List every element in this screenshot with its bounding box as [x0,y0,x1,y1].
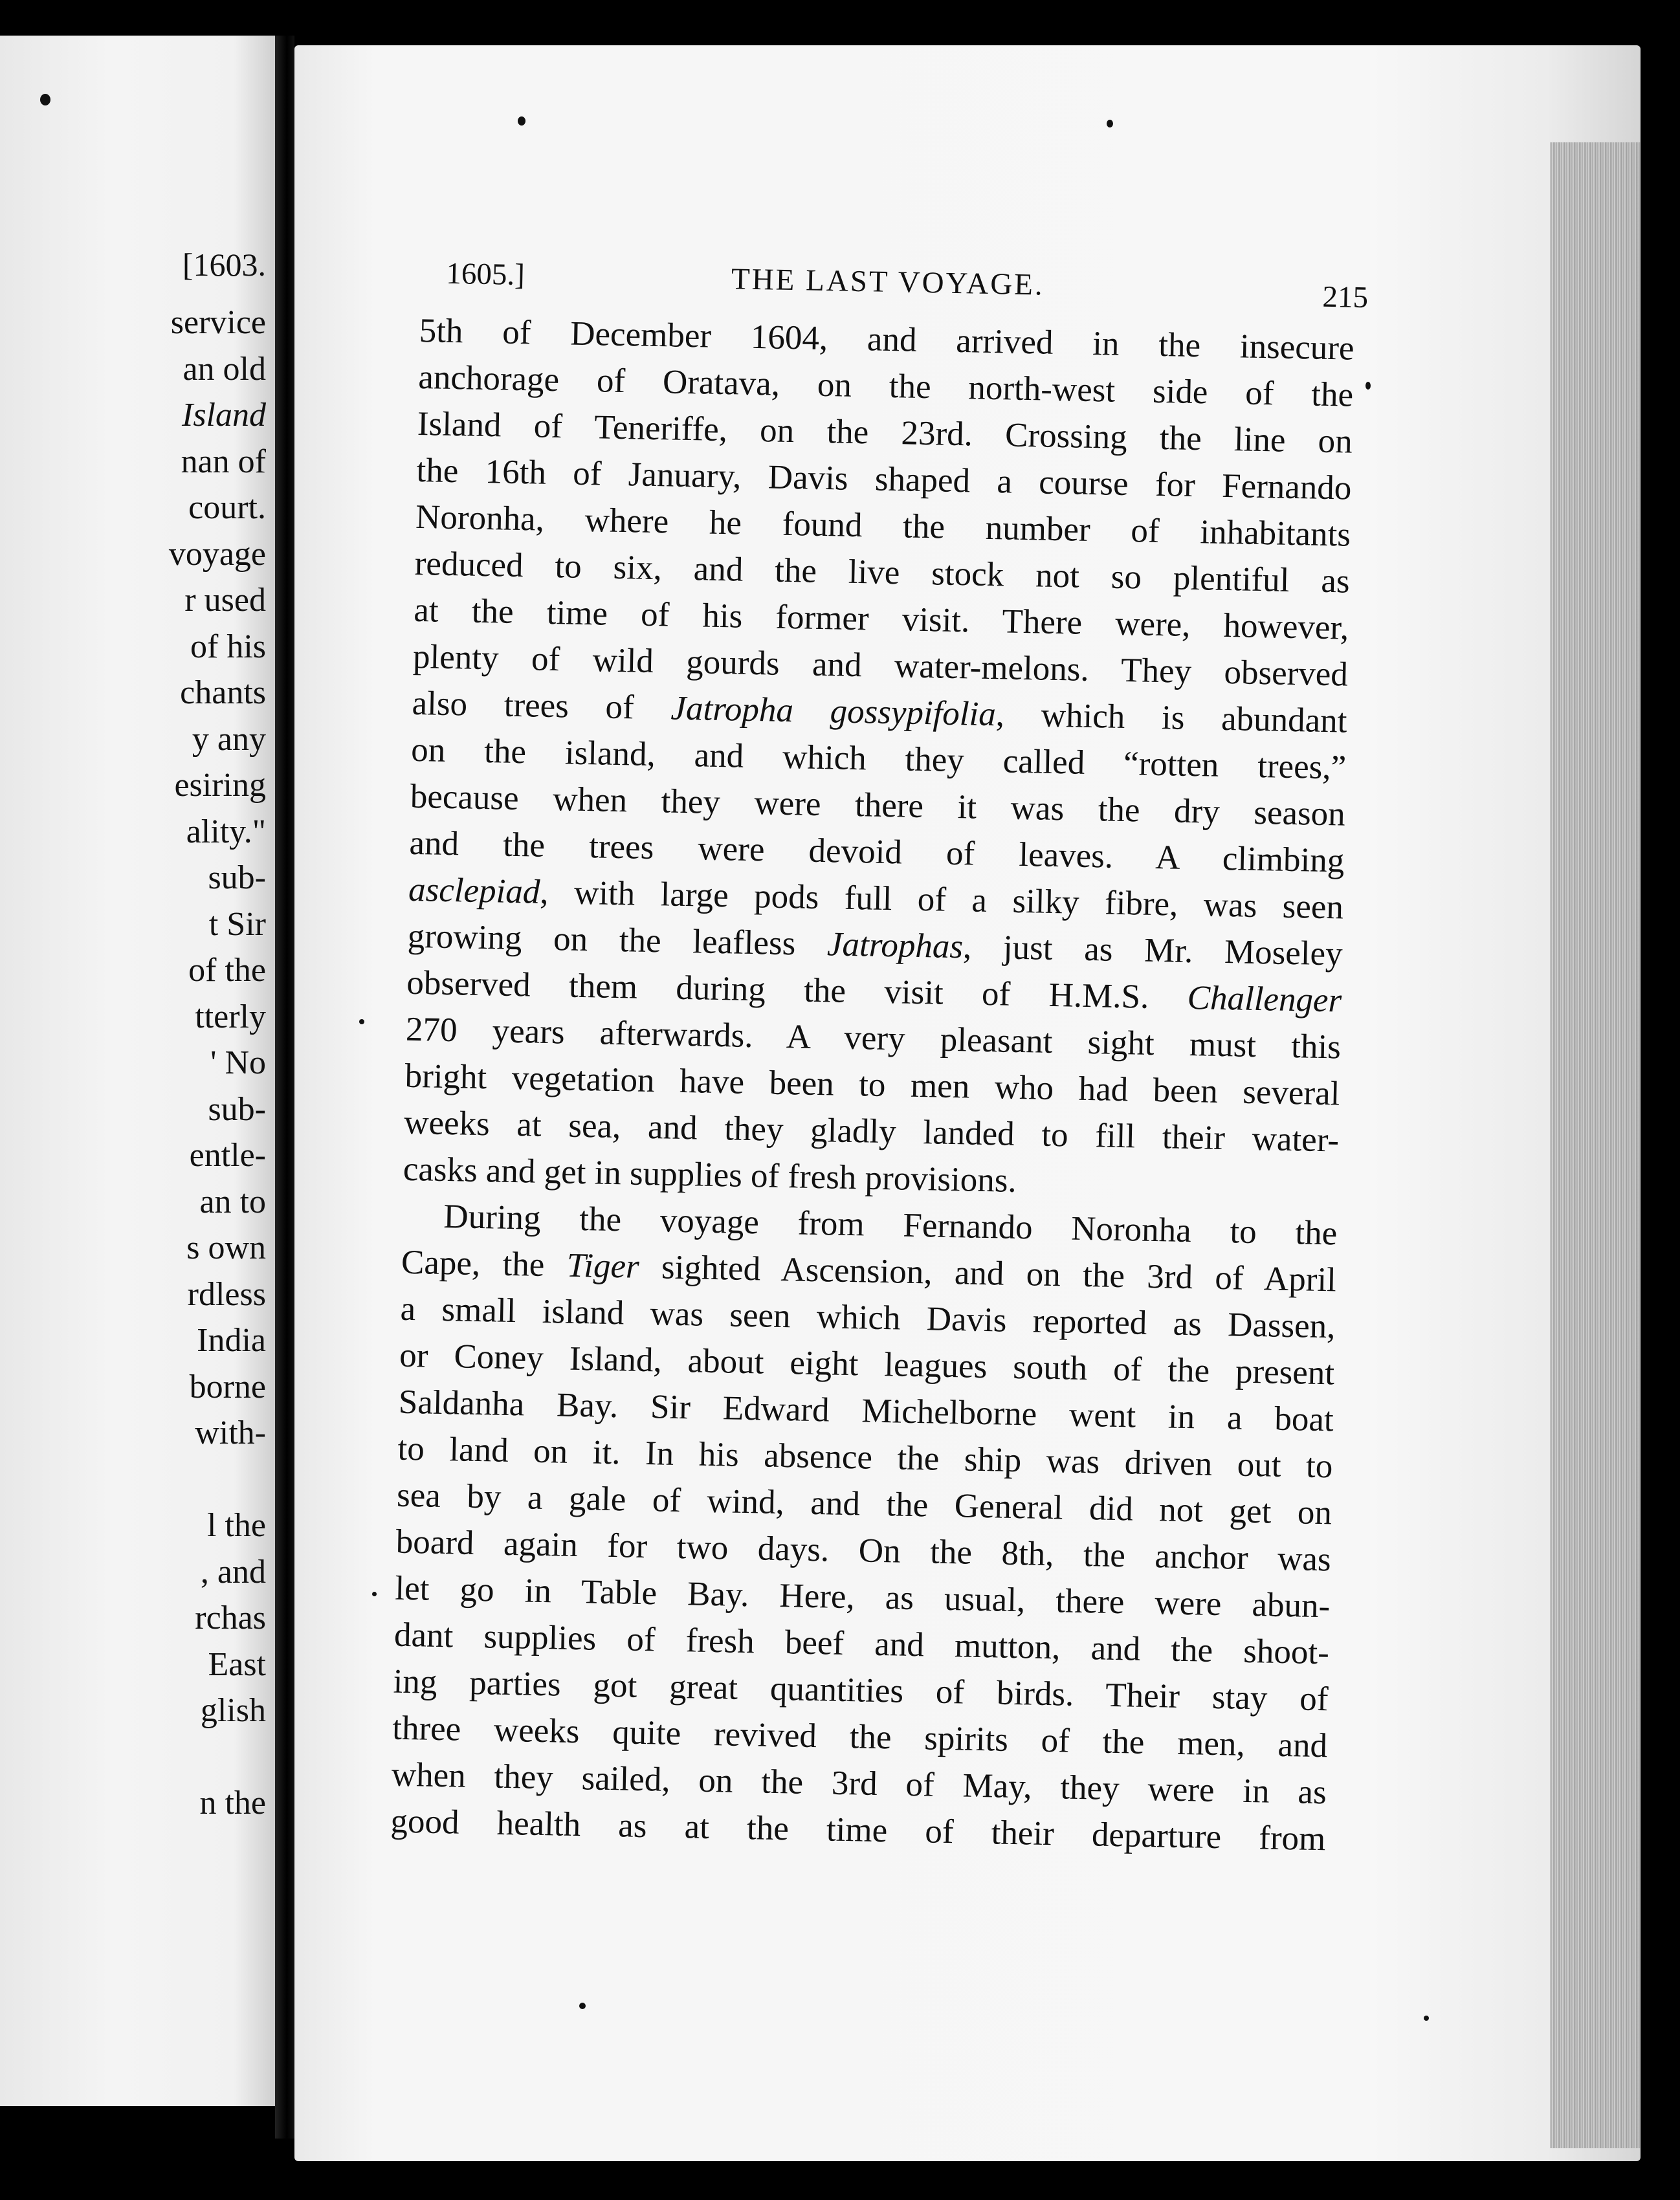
text-run: plenty of wild gourds and water-melons. They observed [412,637,1349,694]
text-run: Saldanha Bay. Sir Edward Michelborne went in a boat [398,1383,1334,1439]
text-run: , with large pods full of a silky fibre, was seen [539,873,1344,927]
ink-speck [518,116,525,126]
text-run: sea by a gale of wind, and the General did not get on [396,1476,1332,1532]
previous-page-line: , and [200,1553,266,1590]
previous-page-line: rdless [187,1275,266,1313]
previous-page-line: ality." [186,813,266,850]
text-run: board again for two days. On the 8th, the anchor was [395,1523,1332,1579]
previous-page-line: India [197,1322,266,1359]
previous-page-line: esiring [174,767,266,804]
text-run: three weeks quite revived the spirits of the men, and [392,1709,1328,1765]
previous-page-line: rchas [195,1600,266,1636]
text-run: During the voyage from Fernando Noronha to the [443,1197,1338,1253]
ink-speck [1107,120,1113,127]
ink-speck [1424,2016,1429,2021]
book-gutter [275,36,294,2139]
italic-text: Jatrophas [826,925,964,966]
text-run: good health as at the time of their departure from [390,1802,1326,1858]
previous-page-running-head: [1603. [182,247,266,283]
previous-page-line: ' No [210,1044,266,1081]
running-head-year: 1605.] [445,256,525,292]
previous-page-line: of the [188,952,266,989]
text-run: ing parties got great quantities of birds. Their stay of [393,1662,1329,1719]
text-run: sighted Ascension, and on the 3rd of April [639,1248,1337,1299]
text-run: let go in Table Bay. Here, as usual, there were abun- [394,1569,1331,1625]
page-number: 215 [1322,280,1369,315]
text-run: and the trees were devoid of leaves. A climbing [409,824,1345,880]
running-head-title: THE LAST VOYAGE. [731,262,1045,302]
previous-page-line: sub- [208,859,266,896]
previous-page-line: an old [182,350,266,388]
previous-page-line: with- [195,1414,266,1451]
text-run: dant supplies of fresh beef and mutton, and the shoot- [393,1616,1330,1672]
text-run: Island of Teneriffe, on the 23rd. Crossing the line on [417,404,1353,461]
text-run: also trees of [412,684,672,727]
previous-page-line: court. [188,489,266,526]
text-run: when they sailed, on the 3rd of May, they were in as [391,1755,1327,1812]
previous-page-line: service [170,304,266,341]
previous-page-line: of his [190,628,266,665]
ink-speck [579,2003,586,2009]
text-run: anchorage of Oratava, on the north-west side of the [417,358,1354,414]
italic-text: Tiger [566,1246,640,1286]
previous-page-line: tterly [195,998,266,1035]
text-run: , just as Mr. Moseley [962,928,1343,973]
previous-page-line: sub- [208,1090,266,1128]
previous-page-line: an to [199,1183,266,1220]
previous-page-line: entle- [189,1137,266,1174]
ink-speck [359,1019,364,1024]
previous-page-line: nan of [181,443,266,480]
previous-page-line [169,1457,266,1503]
text-run: to land on it. In his absence the ship was driven out to [397,1429,1333,1486]
text-run: the 16th of January, Davis shaped a course for Fernando [416,451,1352,507]
text-run: reduced to six, and the live stock not so plentiful as [414,544,1351,600]
italic-text: asclepiad [408,870,540,911]
text-run: bright vegetation have been to men who had been several [404,1057,1340,1113]
text-run: , which is abundant [995,696,1348,740]
text-run: Noronha, where he found the number of inhabitants [415,498,1351,554]
previous-page-line [169,1734,266,1781]
text-run: at the time of his former visit. There were, however, [413,591,1349,647]
previous-page-line: l the [207,1507,266,1544]
italic-text: Jatropha gossypifolia [670,689,997,734]
text-run: growing on the leafless [407,917,828,963]
previous-page-line: East [208,1645,266,1683]
page-edge-stack [1550,142,1641,2148]
text-run: or Coney Island, about eight leagues south of the present [399,1336,1335,1392]
text-run: 270 years afterwards. A very pleasant sight must this [405,1010,1342,1066]
previous-page-line: glish [200,1692,266,1729]
previous-page-line: voyage [168,535,266,573]
ink-speck [372,1592,377,1596]
previous-page-line: Island [182,397,266,434]
text-run: observed them during the visit of H.M.S. [406,963,1188,1017]
previous-page-fragment [0,36,275,2106]
text-run: because when they were there it was the dry season [410,777,1346,833]
previous-page-line: n the [199,1785,266,1821]
page-text-block [390,256,1369,1862]
previous-page-text [169,300,266,1827]
previous-page-line: chants [180,674,266,711]
ink-speck [40,94,50,105]
ink-speck [1365,382,1371,390]
italic-text: Challenger [1187,978,1342,1020]
text-run: a small island was seen which Davis reported as Dassen, [400,1290,1336,1346]
text-run: casks and get in supplies of fresh provisions. [403,1150,1017,1200]
previous-page-line: borne [189,1368,266,1405]
text-run: 5th of December 1604, and arrived in the insecure [419,311,1355,368]
text-run: weeks at sea, and they gladly landed to fill their water- [403,1103,1340,1160]
previous-page-line: r used [184,582,266,619]
text-run: Cape, the [401,1243,568,1284]
previous-page-line: t Sir [208,905,266,943]
text-run: on the island, and which they called “rotten trees,” [410,731,1347,787]
body-text [390,307,1354,1862]
previous-page-line: y any [192,720,266,758]
previous-page-line: s own [186,1229,266,1266]
